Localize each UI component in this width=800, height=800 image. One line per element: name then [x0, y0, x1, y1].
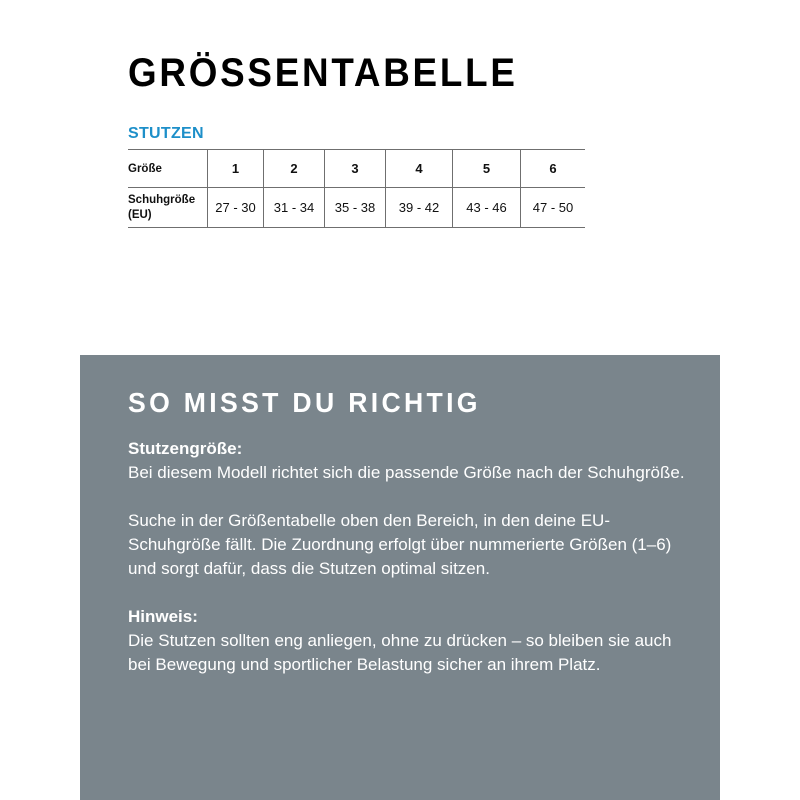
row-label-line2: (EU) — [128, 208, 152, 221]
table-row-shoe-size — [128, 188, 585, 228]
table-row-header — [128, 150, 585, 188]
size-cell: 4 — [386, 150, 453, 188]
heading-note: Hinweis: — [128, 607, 198, 626]
paragraph-sock-size — [128, 437, 688, 485]
shoe-size-cell: 47 - 50 — [521, 188, 586, 228]
size-cell: 1 — [208, 150, 264, 188]
paragraph-instructions: Suche in der Größentabelle oben den Bereich, in den deine EU-Schuhgröße fällt. Die Zuordnung erfolgt über nummerierte Größen (1–6) und sorgt dafür, dass die Stutzen optimal sitzen. — [128, 511, 672, 578]
paragraph-note — [128, 605, 688, 677]
shoe-size-cell: 27 - 30 — [208, 188, 264, 228]
shoe-size-cell: 39 - 42 — [386, 188, 453, 228]
panel-title: SO MISST DU RICHTIG — [128, 387, 481, 418]
size-table — [128, 149, 585, 228]
row-label-line1: Schuhgröße — [128, 193, 196, 206]
size-cell: 5 — [453, 150, 521, 188]
size-cell: 3 — [325, 150, 386, 188]
measurement-panel — [80, 355, 720, 800]
shoe-size-cell: 43 - 46 — [453, 188, 521, 228]
text-note: Die Stutzen sollten eng anliegen, ohne zu drücken – so bleiben sie auch bei Bewegung und sportlicher Belastung sicher an ihrem Platz. — [128, 631, 672, 674]
header-label: Größe — [128, 150, 208, 188]
shoe-size-cell: 31 - 34 — [264, 188, 325, 228]
page-title: GRÖSSENTABELLE — [128, 51, 518, 95]
section-title: STUTZEN — [128, 125, 204, 142]
text-sock-size: Bei diesem Modell richtet sich die passende Größe nach der Schuhgröße. — [128, 463, 685, 482]
panel-body — [128, 437, 688, 701]
heading-sock-size: Stutzengröße: — [128, 439, 243, 458]
size-cell: 2 — [264, 150, 325, 188]
shoe-size-cell: 35 - 38 — [325, 188, 386, 228]
row-label — [128, 188, 208, 228]
size-cell: 6 — [521, 150, 586, 188]
